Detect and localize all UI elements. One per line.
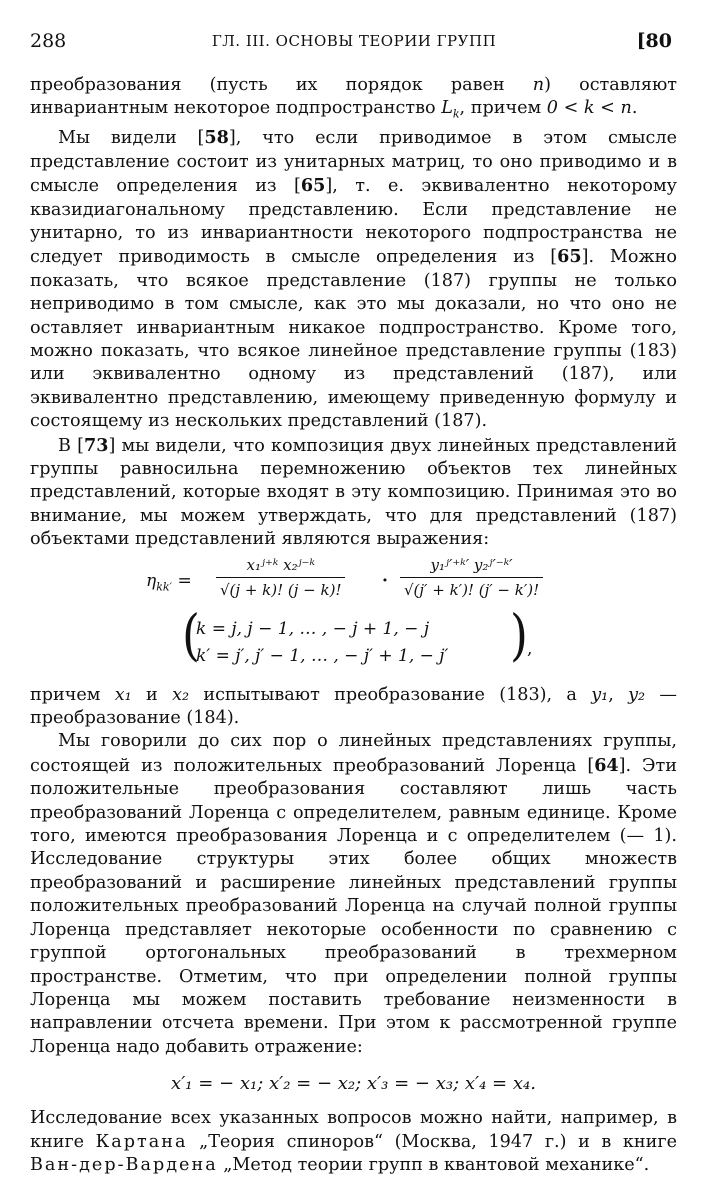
text: причем	[30, 684, 115, 705]
text: ], что если приводимое в этом смысле представление состоит из унитарных матриц, то оно приводимо и в смысле определения из [	[30, 128, 677, 197]
formula-lhs	[146, 570, 192, 599]
multiplication-dot: ·	[382, 570, 388, 591]
text: ] мы видели, что композиция двух линейных представлений группы равносильна перемножению объектов тех линейных представлений, которые входят в эту композицию. Принимая это во внимание, мы можем утверждать, что для представлений (187) объектами представлений являются выражения:	[30, 435, 677, 550]
text: ) оставляют инвариантным некоторое подпространство	[30, 75, 677, 119]
reference: 73	[83, 434, 109, 456]
page-number: 288	[30, 30, 67, 52]
text: Мы видели [	[58, 128, 205, 149]
left-paren: (	[182, 602, 200, 668]
paragraph-6	[30, 1107, 677, 1177]
equals-sign: =	[177, 570, 192, 591]
formula-block	[30, 552, 677, 684]
text: — преобразование (184).	[30, 684, 677, 729]
math-x1: x₁	[114, 684, 132, 705]
text: ], т. е. эквивалентно некоторому квазидиагональному представлению. Если представление не унитарно, то из инвариантности некоторого подпространства не следует приводимость в смысле определения из [	[30, 176, 678, 268]
text: „Метод теории групп в квантовой механике“.	[217, 1154, 650, 1175]
math-n: n	[532, 75, 545, 95]
fraction-1	[216, 554, 345, 603]
reference: 65	[557, 246, 582, 268]
text: преобразования (пусть их порядок равен	[30, 75, 533, 95]
eta-subscript: kk′	[156, 580, 173, 594]
math-sub-k: k	[452, 107, 460, 121]
math-inequality: 0 < k < n	[546, 98, 632, 119]
text: Мы говорили до сих пор о линейных представлениях группы, состоящей из положительных преобразований Лоренца [	[30, 731, 677, 776]
running-title: ГЛ. III. ОСНОВЫ ТЕОРИИ ГРУПП	[211, 32, 497, 50]
numerator-2: y₁ʲ′⁺ᵏ′ y₂ʲ′⁻ᵏ′	[430, 555, 513, 574]
body-text	[30, 74, 677, 1177]
denominator-1: √(j + k)! (j − k)!	[216, 577, 345, 602]
text: ,	[608, 684, 629, 705]
text: Исследование всех указанных вопросов можно найти, например, в книге	[30, 1108, 677, 1152]
reference: 65	[300, 175, 326, 197]
index-ranges	[196, 616, 448, 670]
range-k: k = j, j − 1, … , − j + 1, − j	[196, 618, 430, 639]
page-header	[30, 30, 678, 56]
reflection-formula: x′₁ = − x₁; x′₂ = − x₂; x′₃ = − x₃; x′₄ = x₄.	[171, 1073, 536, 1095]
range-k-prime: k′ = j′, j′ − 1, … , − j′ + 1, − j′	[196, 645, 449, 666]
paragraph-4	[30, 684, 677, 731]
math-L: L	[441, 98, 453, 119]
math-y2: y₂	[628, 684, 646, 705]
fraction-2	[400, 554, 543, 603]
numerator-1: x₁ʲ⁺ᵏ x₂ʲ⁻ᵏ	[246, 555, 315, 574]
math-x2: x₂	[172, 684, 190, 705]
paragraph-1	[30, 74, 677, 126]
text: ]. Можно показать, что всякое представление (187) группы не только неприводимо в том смысле, как это мы доказали, но что оно не оставляет инвариантным никакое подпространство. Кроме того, можно показать, что всякое линейное представление группы (183) или эквивалентно одному из представлений (187), или эквивалентно представлению, имеющему приведенную формулу и состоящему из нескольких представлений (187).	[30, 247, 677, 432]
math-Lk	[441, 98, 460, 121]
denominator-2: √(j′ + k′)! (j′ − k′)!	[400, 577, 543, 602]
right-paren: )	[510, 602, 528, 668]
text: .	[631, 98, 638, 119]
text: „Теория спиноров“ (Москва, 1947 г.) и в книге	[187, 1131, 677, 1152]
author-name: Картана	[95, 1131, 188, 1152]
section-number: [80	[636, 30, 672, 52]
math-y1: y₁	[591, 684, 609, 705]
text: , причем	[459, 98, 547, 119]
text: испытывают преобразование (183), а	[189, 684, 592, 705]
text: ]. Эти положительные преобразования составляют лишь часть преобразований Лоренца с определителем, равным единице. Кроме того, имеются преобразования Лоренца и с определителем (— 1). Исследование структуры этих более общих множеств преобразований и расширение линейных представлений группы положительных преобразований Лоренца на случай полной группы Лоренца представляет некоторые особенности по сравнению с группой ортогональных преобразований в трехмерном пространстве. Отметим, что при определении полной группы Лоренца мы можем поставить требование неизменности в направлении отсчета времени. При этом к рассмотренной группе Лоренца надо добавить отражение:	[30, 755, 677, 1057]
author-name: Ван-дер-Вардена	[30, 1154, 218, 1175]
reference: 58	[204, 127, 229, 149]
paragraph-3	[30, 434, 677, 552]
text: и	[131, 684, 173, 705]
paragraph-2	[30, 126, 677, 433]
reference: 64	[594, 754, 619, 776]
eta-symbol: η	[146, 570, 157, 591]
paragraph-5	[30, 730, 677, 1059]
formula-comma: ,	[527, 638, 533, 659]
text: В [	[58, 435, 84, 456]
